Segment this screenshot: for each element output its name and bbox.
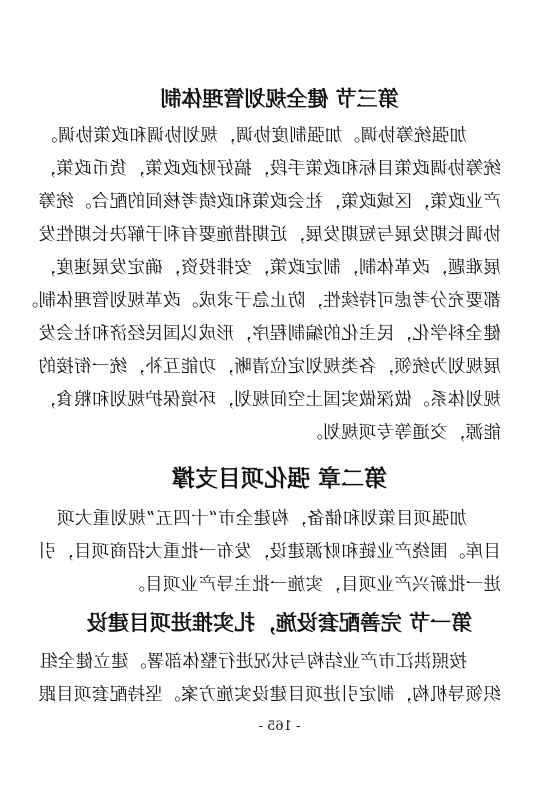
text-line: 进一批新兴产业项目，实施一批主导产业项目。: [127, 575, 501, 595]
text-line: 规划体系。做深做实国土空间规划，环境保护规划和粮食，: [38, 390, 501, 410]
text-line: 按照洪江市产业结构与状况进行整体部署。建立健全组: [39, 652, 467, 672]
section-heading-3: 第三节 健全规划管理体制: [160, 87, 399, 111]
text-line: 加强统筹协调。加强制度协调，规划协调和政策协调。: [39, 126, 467, 146]
text-line: 产业政策，区域政策，社会政策和政绩考核间的配合。统筹: [38, 192, 501, 212]
text-line: 协调长期发展与短期发展，近期措施要有利于解决长期性发: [38, 225, 501, 245]
text-line: 能源，交通等专项规划。: [305, 423, 501, 443]
text-line: 统筹协调政策目标和政策手段，搞好财政政策，货币政策，: [38, 159, 501, 179]
section-heading-1: 第一节 完善配套设施，扎实推进项目建设: [86, 611, 473, 635]
text-line: 都要充分考虑可持续性，防止急于求成。改革规划管理体制。: [20, 291, 501, 311]
text-line: 健全科学化，民主化的编制程序，形成以国民经济和社会发: [38, 324, 501, 344]
text-line: 目库。围绕产业链和财源建设，发布一批重大招商项目，引: [38, 542, 501, 562]
text-line: 展难题，改革体制，制定政策，安排投资，确定发展速度，: [38, 258, 501, 278]
text-line: 加强项目策划和储备，构建全市“十四五”规划重大项: [56, 509, 467, 529]
chapter-heading: 第二章 强化项目支撑: [172, 466, 388, 492]
page-number: - 165 -: [258, 719, 301, 734]
text-line: 织领导机构，制定引进项目建设实施方案。坚持配套项目跟: [38, 685, 501, 705]
text-line: 展规划为统领，各类规划定位清晰，功能互补，统一衔接的: [38, 357, 501, 377]
